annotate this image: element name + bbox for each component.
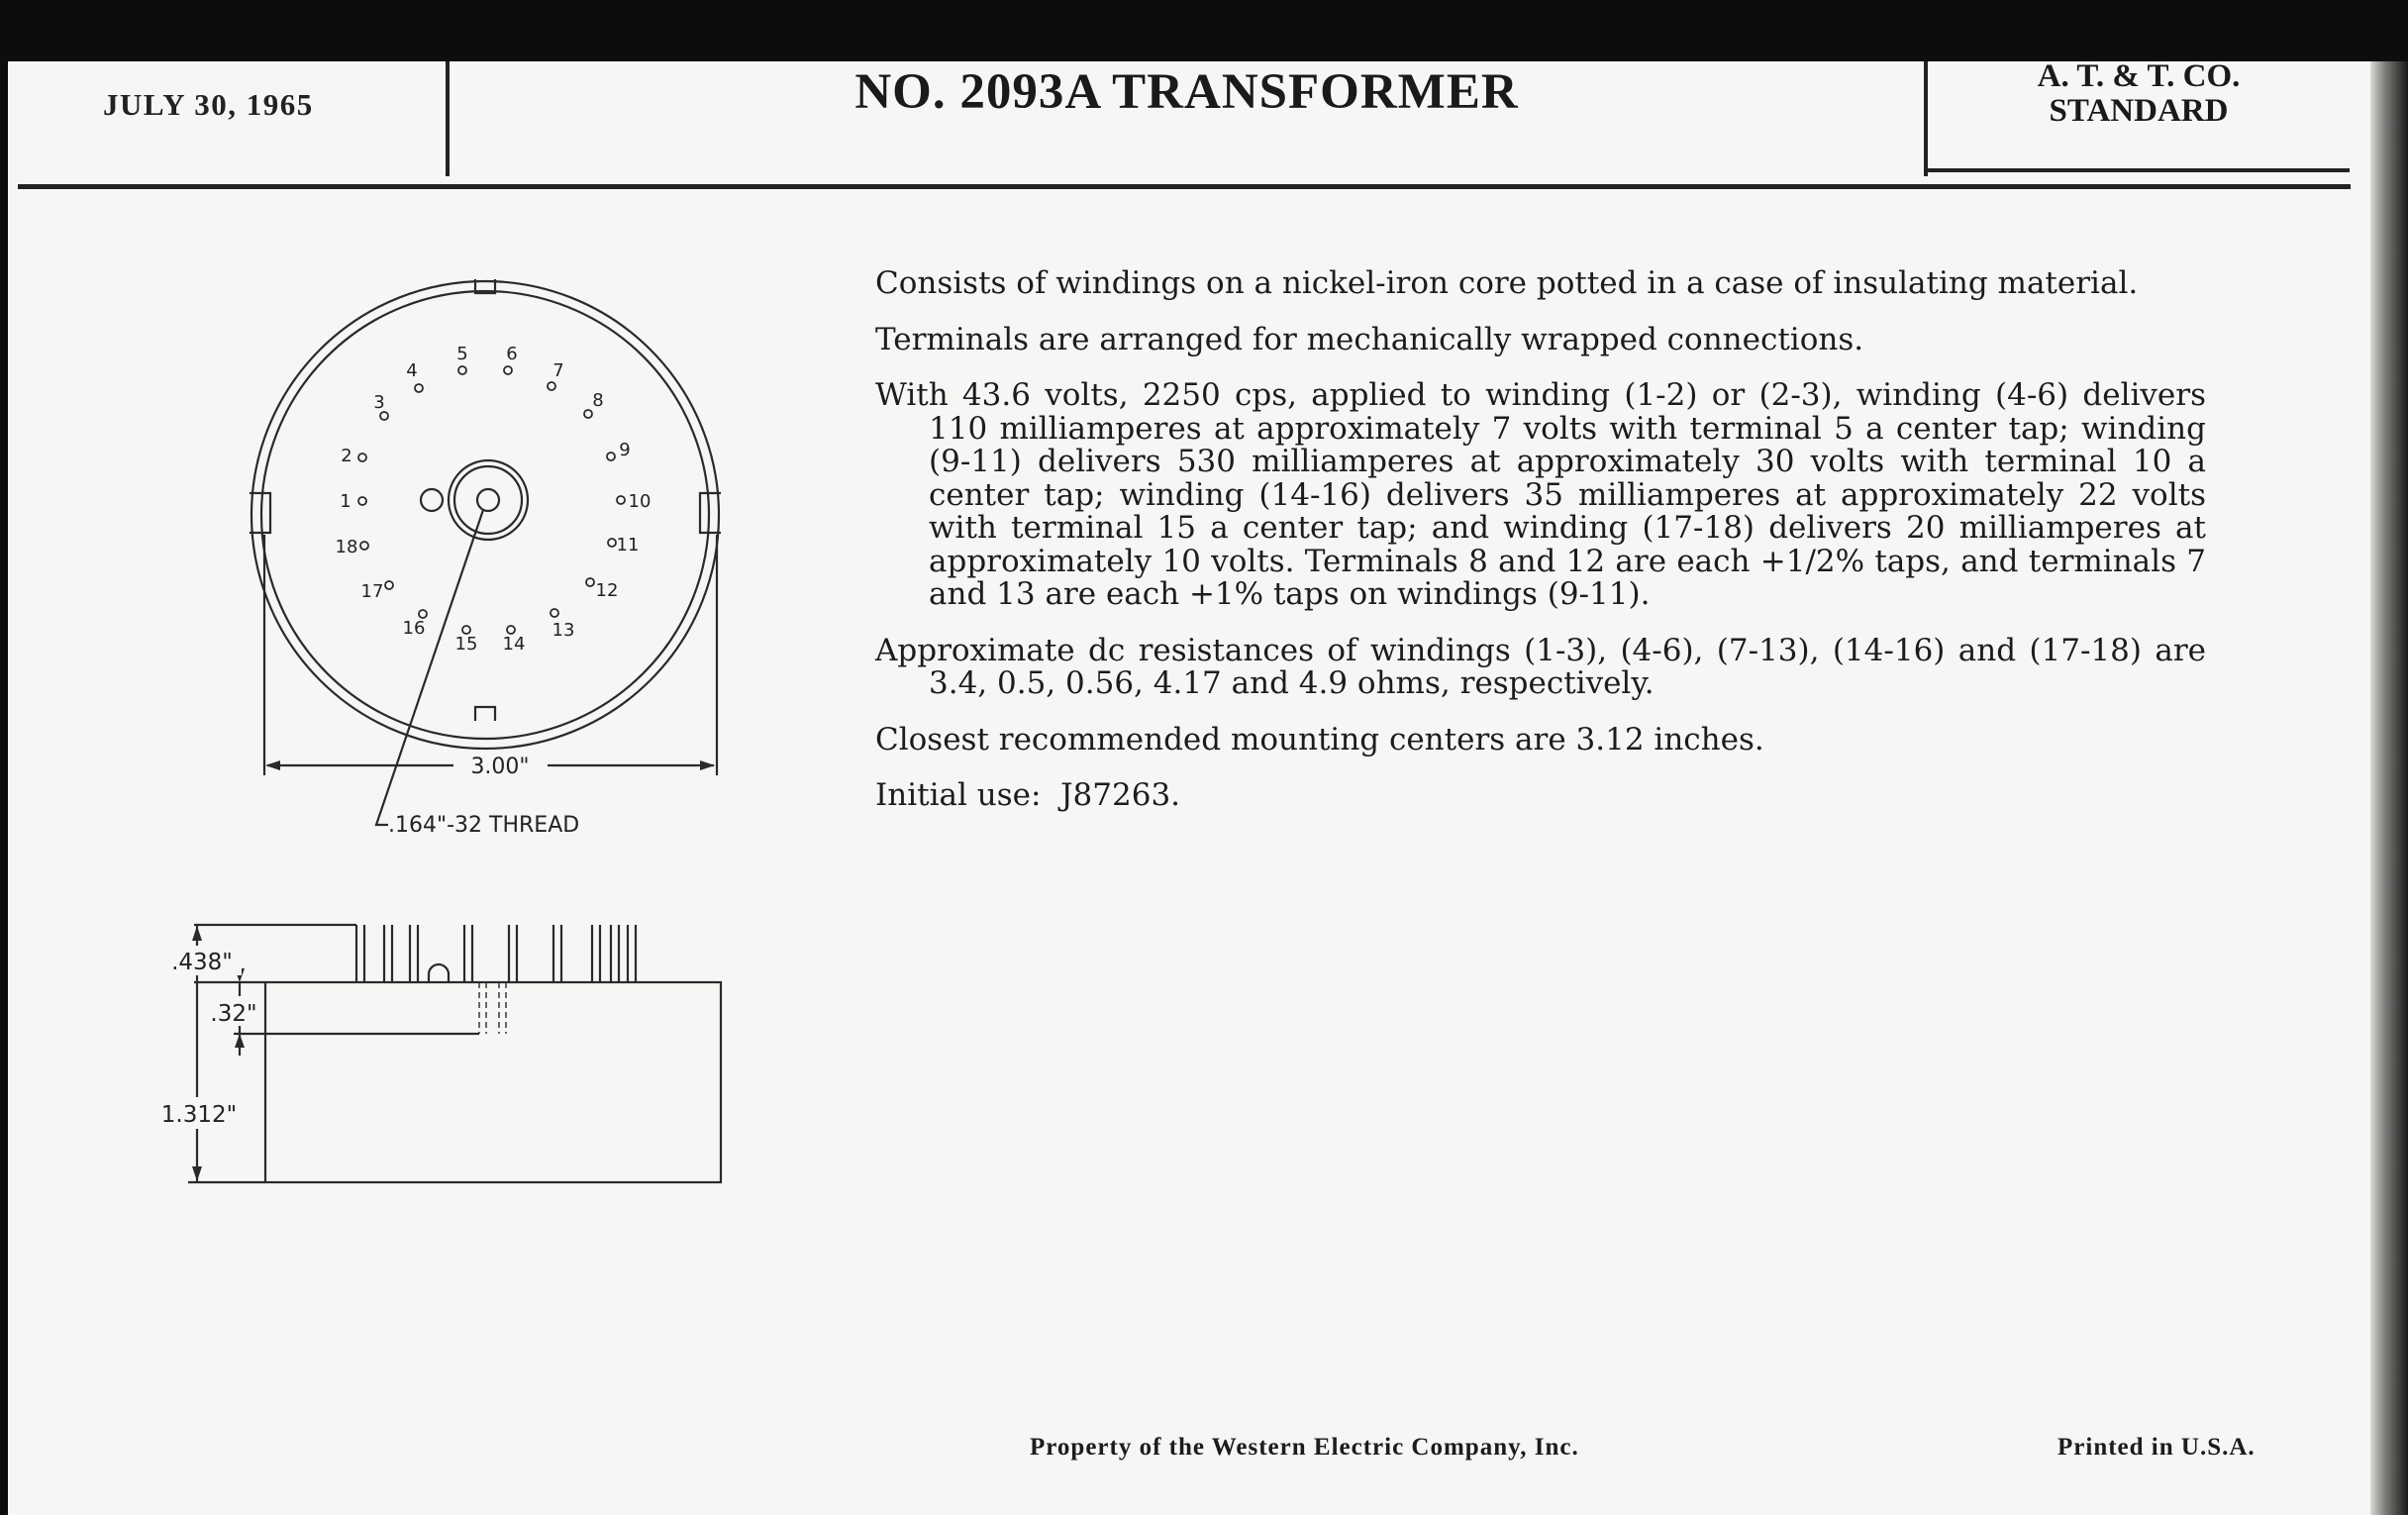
- terminal-pins: [356, 925, 636, 982]
- terminal-label: 14: [502, 634, 526, 655]
- height-arrow-bottom: [192, 1166, 202, 1181]
- terminal-hole: [507, 626, 515, 634]
- terminal-hole: [358, 497, 366, 505]
- terminal-label: 12: [595, 580, 619, 601]
- terminal-hole: [586, 578, 594, 586]
- terminal-label: 16: [402, 618, 426, 639]
- mounting-insert-hole: [477, 489, 499, 511]
- terminal-label: 2: [341, 446, 352, 466]
- locating-stud: [429, 964, 449, 982]
- thread-leader: [376, 510, 483, 825]
- terminal-hole: [607, 453, 615, 460]
- case-notch-bottom: [475, 707, 495, 721]
- terminal-hole: [584, 410, 592, 418]
- terminal-hole: [415, 384, 423, 392]
- issue-date: JULY 30, 1965: [103, 87, 314, 122]
- footer-property: Property of the Western Electric Company, Inc.: [1030, 1434, 1579, 1461]
- terminal-hole: [462, 626, 470, 634]
- height-arrow-top: [192, 926, 202, 941]
- terminal-label: 15: [454, 634, 478, 655]
- terminal-label: 11: [616, 535, 640, 556]
- terminal-hole: [617, 496, 625, 504]
- diameter-arrow-left: [265, 760, 280, 770]
- terminal-label: 10: [628, 491, 652, 512]
- case-side-view: [265, 982, 721, 1182]
- terminal-holes: [358, 366, 625, 634]
- mounting-insert-mid: [454, 466, 522, 534]
- paragraph-resistances: Approximate dc resistances of windings (1-3), (4-6), (7-13), (14-16) and (17-18) are 3.4, 0.5, 0.56, 4.17 and 4.9 ohms, respectively.: [875, 632, 2206, 701]
- terminal-label: 4: [406, 360, 418, 381]
- terminal-label: 7: [552, 360, 564, 381]
- terminal-label: 6: [506, 344, 518, 364]
- terminal-hole: [458, 366, 466, 374]
- thread-label: .164"-32 THREAD: [388, 813, 580, 838]
- terminal-hole: [358, 454, 366, 461]
- terminal-label: 3: [373, 392, 385, 413]
- case-outline-inner: [261, 291, 709, 739]
- terminal-label: 5: [456, 344, 468, 364]
- paragraph-ratings: With 43.6 volts, 2250 cps, applied to winding (1-2) or (2-3), winding (4-6) delivers 110 milliamperes at approximately 7 volts with terminal 5 a center tap; winding (9-11) delivers 530 milliamperes at approximately 30 volts with terminal 10 a center tap; winding (14-16) delivers 35 milliamperes at approximately 22 volts with terminal 15 a center tap; and winding (17-18) delivers 20 milliamperes at approximately 10 volts. Terminals 8 and 12 are each +1/2% taps, and terminals 7 and 13 are each +1% taps on windings (9-11).: [875, 377, 2206, 612]
- terminal-hole: [608, 539, 616, 547]
- insert-depth-label: .32": [210, 1001, 257, 1027]
- paragraph-construction: Consists of windings on a nickel-iron core potted in a case of insulating material.: [875, 265, 2139, 301]
- locating-hole: [421, 489, 443, 511]
- terminal-hole: [551, 609, 558, 617]
- standard-line-1: A. T. & T. CO.: [2037, 58, 2241, 94]
- terminal-label: 17: [360, 581, 384, 602]
- terminal-label: 8: [592, 390, 604, 411]
- terminal-hole: [360, 542, 368, 550]
- body-height-label: 1.312": [160, 1102, 238, 1128]
- terminal-hole: [380, 412, 388, 420]
- diameter-arrow-right: [700, 760, 715, 770]
- standard-line-2: STANDARD: [2049, 93, 2229, 129]
- paragraph-mounting: Closest recommended mounting centers are 3.12 inches.: [875, 721, 1764, 758]
- mounting-insert-outer: [449, 460, 528, 540]
- pin-height-label: .438": [171, 950, 233, 975]
- insert-arrow-bottom: [235, 1034, 245, 1048]
- terminal-label: 18: [335, 537, 358, 557]
- terminal-label: 1: [340, 491, 351, 512]
- footer-printed: Printed in U.S.A.: [2057, 1434, 2256, 1461]
- terminal-label: 13: [552, 620, 575, 641]
- terminal-hole: [385, 581, 393, 589]
- diameter-label: 3.00": [470, 755, 530, 779]
- terminal-hole: [504, 366, 512, 374]
- terminal-label: 9: [619, 440, 631, 460]
- paragraph-initial-use: Initial use: J87263.: [875, 777, 1181, 813]
- insert-hidden-lines: [479, 982, 506, 1034]
- page-title: NO. 2093A TRANSFORMER: [854, 64, 1519, 120]
- description: [875, 267, 2206, 836]
- case-outline-outer: [251, 281, 719, 749]
- terminal-hole: [419, 610, 427, 618]
- paragraph-terminals: Terminals are arranged for mechanically wrapped connections.: [875, 321, 1864, 357]
- terminal-hole: [548, 382, 555, 390]
